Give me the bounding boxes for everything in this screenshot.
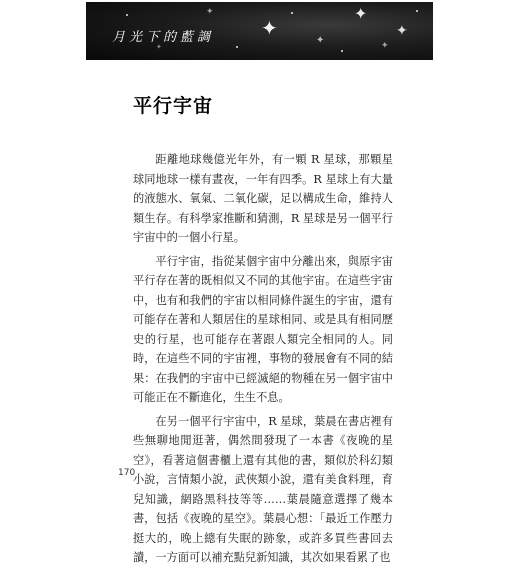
- paragraph: 在另一個平行宇宙中，R 星球，葉晨在書店裡有些無聊地閒逛著，偶然間發現了一本書《夜晚的星空》，看著這個書櫃上還有其他的書，類似於科幻類小說，言情類小說，武俠類小說，還有美食料理，育兒知識，網路黑科技等等……葉晨隨意選擇了幾本書，包括《夜晚的星空》。葉晨心想：「最近工作壓力挺大的，晚上總有失眠的跡象，或許多買些書回去讀，一方面可以補充點兒新知識，其次如果看累了也: [133, 414, 393, 564]
- chapter-title: 平行宇宙: [133, 95, 214, 117]
- star-dot-icon: [291, 12, 293, 14]
- star-dot-icon: [416, 10, 418, 12]
- star-sparkle-icon: ✦: [354, 4, 368, 23]
- star-dot-icon: [341, 50, 343, 52]
- star-sparkle-icon: ✦: [156, 43, 162, 51]
- paragraph: 距離地球幾億光年外，有一顆 R 星球，那顆星球同地球一樣有晝夜，一年有四季。R 星球上有大量的液態水、氧氣、二氧化碳，足以構成生命，維持人類生存。有科學家推斷和猜測，R 星球是另一個平行宇宙中的一個小行星。: [133, 153, 393, 244]
- star-sparkle-icon: ✦: [206, 7, 214, 17]
- star-sparkle-icon: ✦: [381, 41, 389, 51]
- star-dot-icon: [126, 14, 128, 16]
- star-sparkle-icon: ✦: [396, 23, 408, 39]
- page-number: 170: [118, 468, 136, 478]
- header-banner: [86, 2, 433, 60]
- running-header-title: 月光下的藍調: [112, 30, 215, 45]
- body-text: [133, 150, 393, 572]
- paragraph: 平行宇宙，指從某個宇宙中分離出來，與原宇宙平行存在著的既相似又不同的其他宇宙。在這些宇宙中，也有和我們的宇宙以相同條件誕生的宇宙，還有可能存在著和人類居住的星球相同、或是具有相同歷史的行星，也可能存在著跟人類完全相同的人。同時，在這些不同的宇宙裡，事物的發展會有不同的結果：在我們的宇宙中已經滅絕的物種在另一個宇宙中可能正在不斷進化，生生不息。: [133, 254, 393, 404]
- star-sparkle-icon: ✦: [261, 16, 278, 40]
- star-dot-icon: [236, 46, 238, 48]
- star-sparkle-icon: ✦: [316, 35, 325, 46]
